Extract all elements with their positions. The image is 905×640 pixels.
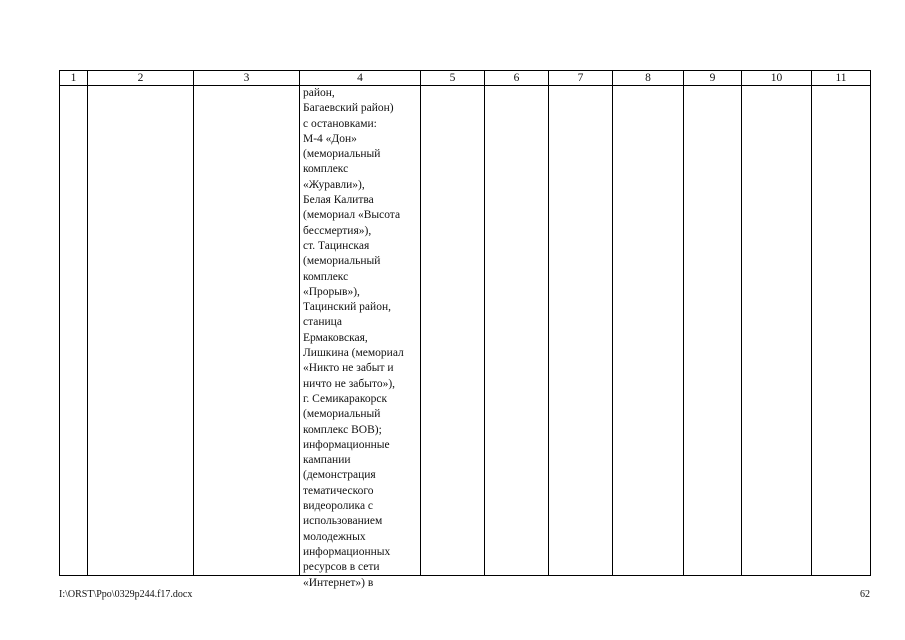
table-cell-col2 — [88, 86, 194, 576]
column4-text-line: Багаевский район) — [303, 102, 394, 115]
data-table — [59, 70, 871, 589]
column-header-8: 8 — [613, 71, 684, 86]
column-header-11: 11 — [812, 71, 871, 86]
column4-text-line: станица — [303, 316, 342, 329]
column4-text-line: видеоролика с — [303, 500, 374, 513]
column-header-2: 2 — [88, 71, 194, 86]
table-cell-col10 — [742, 86, 812, 576]
table-cell-col8 — [613, 86, 684, 576]
column4-text-line: (мемориал «Высота — [303, 209, 401, 222]
column4-text-line: комплекс — [303, 163, 349, 176]
column-header-9: 9 — [684, 71, 742, 86]
column4-text-line: район, — [303, 87, 335, 99]
column-header-6: 6 — [485, 71, 549, 86]
column4-text-line: информационные — [303, 438, 390, 451]
table-cell-col11 — [812, 86, 871, 576]
column4-text-line: «Интернет») в — [303, 576, 374, 589]
column-header-1: 1 — [60, 71, 88, 86]
column4-text-line: М-4 «Дон» — [303, 132, 357, 145]
column4-text-line: комплекс — [303, 270, 349, 283]
column-header-5: 5 — [421, 71, 485, 86]
column4-text-line: с остановками: — [303, 117, 377, 130]
table-header-row — [60, 71, 871, 86]
column4-text-line: Лишкина (мемориал — [303, 347, 404, 360]
table-cell-col5 — [421, 86, 485, 576]
column4-text-line: «Журавли»), — [303, 178, 365, 191]
column4-text-line: молодежных — [303, 530, 366, 543]
column4-text-line: Белая Калитва — [303, 194, 374, 207]
column-header-4: 4 — [300, 71, 421, 86]
table-cell-col9 — [684, 86, 742, 576]
column4-text-line: бессмертия»), — [303, 224, 372, 237]
column4-text-line: кампании — [303, 454, 351, 467]
column4-text-line: информационных — [303, 545, 391, 558]
column-header-7: 7 — [549, 71, 613, 86]
column4-text-line: тематического — [303, 484, 374, 497]
column4-text-line: использованием — [303, 515, 383, 528]
column4-text-line: (мемориальный — [303, 408, 381, 421]
table-cell-col7 — [549, 86, 613, 576]
column4-text-line: (мемориальный — [303, 148, 381, 161]
column4-text-line: Тацинский район, — [303, 301, 391, 314]
column4-text-line: комплекс ВОВ); — [303, 423, 382, 436]
column4-text-line: Ермаковская, — [303, 331, 368, 344]
column4-text — [300, 86, 420, 589]
column4-text-line: ст. Тацинская — [303, 239, 370, 252]
column-header-10: 10 — [742, 71, 812, 86]
table-cell-col3 — [194, 86, 300, 576]
table-cell-col4 — [300, 86, 421, 589]
column4-text-line: «Никто не забыт и — [303, 362, 394, 375]
table-row — [60, 86, 871, 576]
column4-text-line: «Прорыв»), — [303, 285, 360, 298]
column4-text-line: г. Семикаракорск — [303, 392, 388, 405]
column4-text-line: ничто не забыто»), — [303, 377, 396, 390]
table-cell-col1 — [60, 86, 88, 576]
footer-page-number: 62 — [860, 589, 870, 600]
column-header-3: 3 — [194, 71, 300, 86]
column4-text-line: (демонстрация — [303, 469, 376, 482]
table-cell-col6 — [485, 86, 549, 576]
column4-text-line: ресурсов в сети — [303, 561, 380, 574]
footer-file-path: I:\ORST\Ppo\0329p244.f17.docx — [59, 589, 193, 600]
column4-text-line: (мемориальный — [303, 255, 381, 268]
